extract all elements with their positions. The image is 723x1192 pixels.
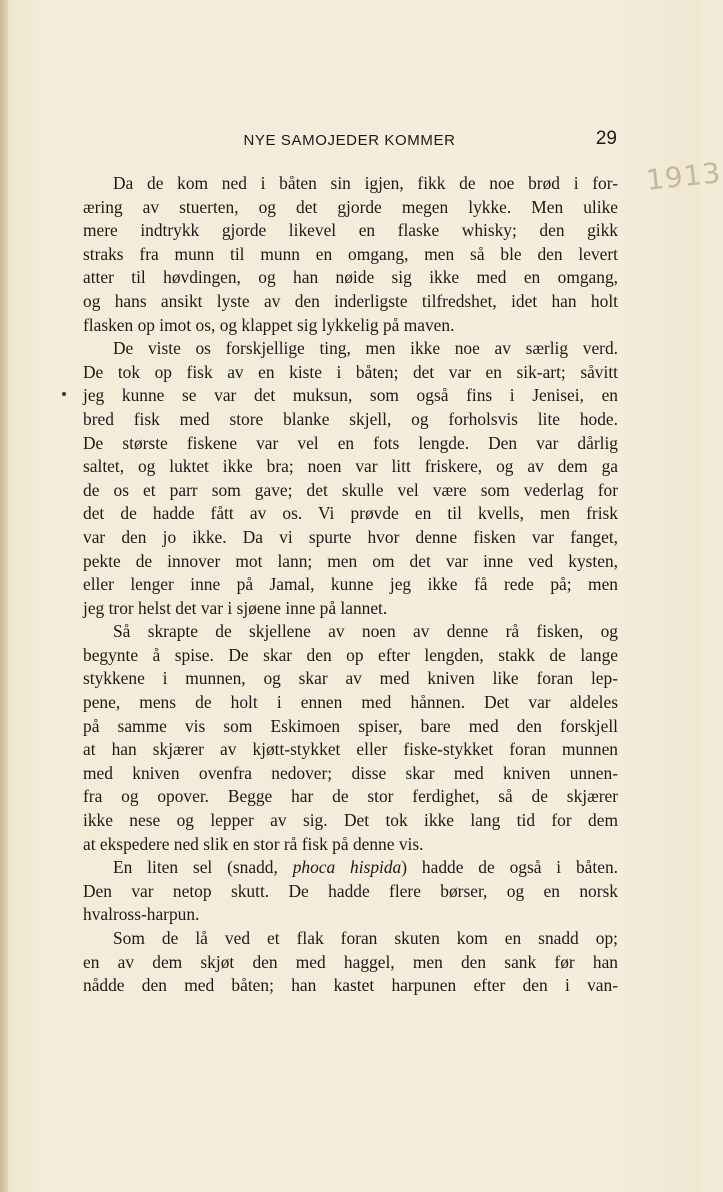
text-segment: ) hadde de også i båten. xyxy=(401,857,618,878)
text-line: De største fiskene var vel en fots lengde. Den var dårlig xyxy=(83,432,618,453)
text-line: ikke nese og lepper av sig. Det tok ikke lang tid for dem xyxy=(83,810,618,831)
text-line: æring av stuerten, og det gjorde megen lykke. Men ulike xyxy=(83,196,618,217)
pencil-margin-note: 1913 xyxy=(644,156,723,197)
text-line: fra og opover. Begge har de stor ferdighet, så de skjærer xyxy=(83,786,618,807)
text-line: flasken op imot os, og klappet sig lykkelig på maven. xyxy=(83,314,455,335)
text-line: Som de lå ved et flak foran skuten kom en snadd op; xyxy=(113,928,618,948)
text-line: på samme vis som Eskimoen spiser, bare med den forskjell xyxy=(83,715,618,736)
text-line: begynte å spise. De skar den op efter lengden, stakk de lange xyxy=(83,644,618,665)
body-text xyxy=(83,172,618,998)
text-line: de os et parr som gave; det skulle vel være som vederlag for xyxy=(83,479,618,500)
text-line: var den jo ikke. Da vi spurte hvor denne fisken var fanget, xyxy=(83,526,618,547)
running-header xyxy=(82,128,617,154)
ink-speck xyxy=(62,392,66,396)
text-line: jeg tror helst det var i sjøene inne på lannet. xyxy=(83,597,388,618)
text-line: Så skrapte de skjellene av noen av denne rå fisken, og xyxy=(113,621,618,642)
text-line: straks fra munn til munn en omgang, men så ble den levert xyxy=(83,243,618,264)
text-line: pene, mens de holt i ennen med hånnen. Det var aldeles xyxy=(83,692,618,713)
text-line: at ekspedere ned slik en stor rå fisk på denne vis. xyxy=(83,833,424,854)
page-number: 29 xyxy=(595,128,617,149)
text-line: saltet, og luktet ikke bra; noen var litt friskere, og av dem ga xyxy=(83,456,618,477)
page-binding-edge xyxy=(0,0,8,1192)
text-line: det de hadde fått av os. Vi prøvde en til kvells, men frisk xyxy=(83,503,618,524)
text-line: bred fisk med store blanke skjell, og forholsvis lite hode. xyxy=(83,408,618,429)
text-line: pekte de innover mot lann; men om det var inne ved kysten, xyxy=(83,550,618,571)
text-line: jeg kunne se var det muksun, som også fins i Jenisei, en xyxy=(83,385,618,406)
text-segment: En liten sel (snadd, xyxy=(113,857,293,878)
text-line: stykkene i munnen, og skar av med kniven like foran lep- xyxy=(83,668,618,689)
text-line: Da de kom ned i båten sin igjen, fikk de noe brød i for- xyxy=(113,173,618,193)
text-line: De tok op fisk av en kiste i båten; det var en sik-art; såvitt xyxy=(83,361,618,382)
text-line: med kniven ovenfra nedover; disse skar med kniven unnen- xyxy=(83,762,618,783)
text-line: og hans ansikt lyste av den inderligste tilfredshet, idet han holt xyxy=(83,290,618,311)
text-line: atter til høvdingen, og han nøide sig ikke med en omgang, xyxy=(83,267,618,288)
italic-latin-name: phoca hispida xyxy=(292,857,402,878)
text-line: mere indtrykk gjorde likevel en flaske whisky; den gikk xyxy=(83,220,618,241)
text-line: nådde den med båten; han kastet harpunen efter den i van- xyxy=(83,975,618,996)
text-line: Den var netop skutt. De hadde flere børser, og en norsk xyxy=(83,880,618,901)
text-line: De viste os forskjellige ting, men ikke noe av særlig verd. xyxy=(113,338,618,359)
running-header-title: NYE SAMOJEDER KOMMER xyxy=(243,132,456,149)
text-line: at han skjærer av kjøtt-stykket eller fiske-stykket foran munnen xyxy=(83,739,618,760)
text-line: en av dem skjøt den med haggel, men den sank før han xyxy=(83,951,618,972)
text-line: eller lenger inne på Jamal, kunne jeg ikke få rede på; men xyxy=(83,574,618,595)
text-line-with-italic xyxy=(83,856,618,880)
text-line: hvalross-harpun. xyxy=(83,904,200,925)
